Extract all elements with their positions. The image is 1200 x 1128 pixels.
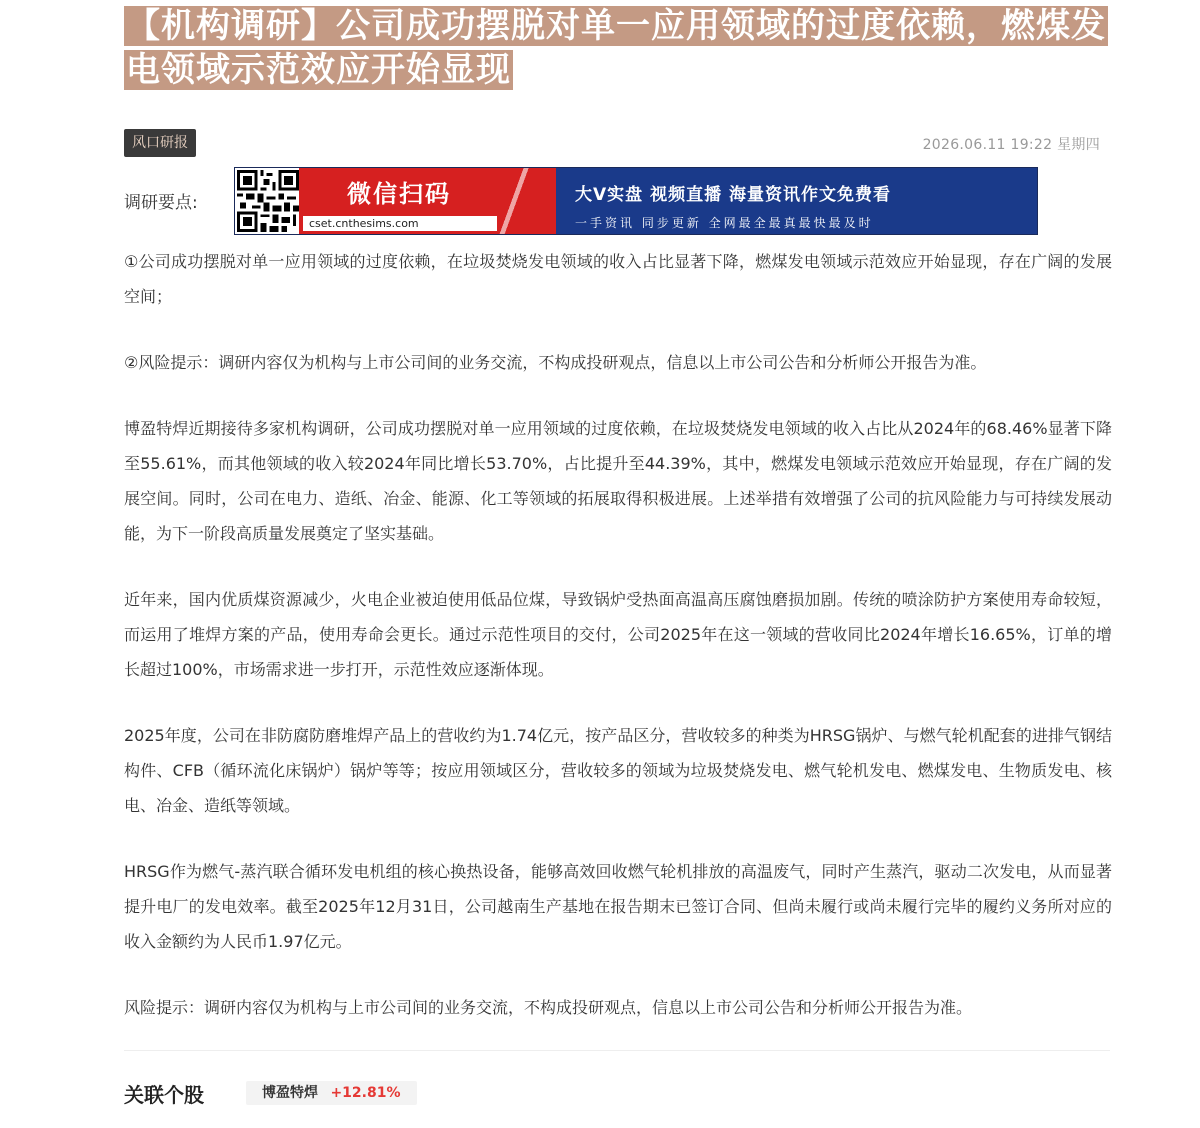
ad-url: cset.cnthesims.com — [303, 216, 497, 231]
ad-banner[interactable] — [234, 167, 1038, 235]
paragraph: 近年来，国内优质煤资源减少，火电企业被迫使用低品位煤，导致锅炉受热面高温高压腐蚀磨损加剧。传统的喷涂防护方案使用寿命较短，而运用了堆焊方案的产品，使用寿命会更长。通过示范性项目的交付，公司2025年在这一领域的营收同比2024年增长16.65%，订单的增长超过100%，市场需求进一步打开，示范性效应逐渐体现。 — [124, 590, 1112, 679]
paragraph: HRSG作为燃气-蒸汽联合循环发电机组的核心换热设备，能够高效回收燃气轮机排放的高温废气，同时产生蒸汽，驱动二次发电，从而显著提升电厂的发电效率。截至2025年12月31日，公司越南生产基地在报告期末已签订合同、但尚未履行或尚未履行完毕的履约义务所对应的收入金额约为人民币1.97亿元。 — [124, 862, 1112, 951]
paragraph: 博盈特焊近期接待多家机构调研，公司成功摆脱对单一应用领域的过度依赖，在垃圾焚烧发电领域的收入占比从2024年的68.46%显著下降至55.61%，而其他领域的收入较2024年同比增长53.70%，占比提升至44.39%，其中，燃煤发电领域示范效应开始显现，存在广阔的发展空间。同时，公司在电力、造纸、冶金、能源、化工等领域的拓展取得积极进展。上述举措有效增强了公司的抗风险能力与可持续发展动能，为下一阶段高质量发展奠定了坚实基础。 — [124, 419, 1112, 543]
article-meta — [124, 129, 1100, 157]
stock-chip[interactable] — [246, 1081, 417, 1105]
stock-change: +12.81% — [330, 1085, 401, 1101]
article-title — [124, 4, 1110, 92]
article-body — [124, 244, 1112, 1056]
related-stocks-title: 关联个股 — [124, 1083, 204, 1107]
ad-slogan: 大V实盘 视频直播 海量资讯作文免费看 — [575, 185, 891, 205]
article-title-text: 【机构调研】公司成功摆脱对单一应用领域的过度依赖，燃煤发电领域示范效应开始显现 — [126, 6, 1106, 90]
section-divider — [124, 1050, 1110, 1051]
category-tag[interactable]: 风口研报 — [124, 129, 196, 157]
ad-decor-stripe — [490, 168, 550, 234]
publish-datetime: 2026.06.11 19:22 星期四 — [922, 137, 1100, 153]
qr-code-icon — [237, 170, 299, 232]
related-stocks — [124, 1076, 1110, 1110]
article-header — [124, 4, 1110, 92]
paragraph: 风险提示：调研内容仅为机构与上市公司间的业务交流，不构成投研观点，信息以上市公司公告和分析师公开报告为准。 — [124, 998, 973, 1017]
paragraph: ②风险提示：调研内容仅为机构与上市公司间的业务交流，不构成投研观点，信息以上市公司公告和分析师公开报告为准。 — [124, 353, 987, 372]
paragraph: ①公司成功摆脱对单一应用领域的过度依赖，在垃圾焚烧发电领域的收入占比显著下降，燃煤发电领域示范效应开始显现，存在广阔的发展空间； — [124, 252, 1112, 306]
stock-name: 博盈特焊 — [262, 1085, 318, 1101]
ad-title: 微信扫码 — [347, 180, 451, 208]
key-points-label: 调研要点: — [124, 193, 198, 213]
ad-subline: 一手资讯 同步更新 全网最全最真最快最及时 — [575, 216, 874, 230]
paragraph: 2025年度，公司在非防腐防磨堆焊产品上的营收约为1.74亿元，按产品区分，营收较多的种类为HRSG锅炉、与燃气轮机配套的进排气钢结构件、CFB（循环流化床锅炉）锅炉等等；按应用领域区分，营收较多的领域为垃圾焚烧发电、燃气轮机发电、燃煤发电、生物质发电、核电、冶金、造纸等领域。 — [124, 726, 1112, 815]
